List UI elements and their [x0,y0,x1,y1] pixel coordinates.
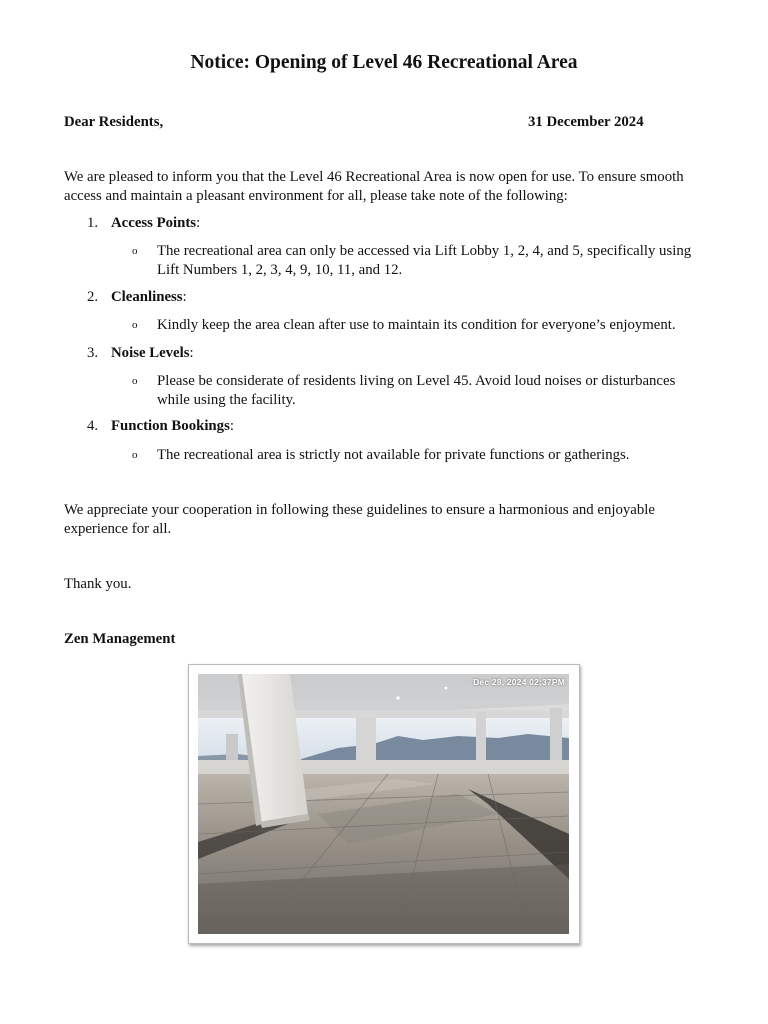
list-item-heading-wrap [111,344,194,363]
signoff: Zen Management [64,631,176,647]
list-item-heading-wrap [111,288,187,307]
list-item-colon: : [189,345,194,361]
list-item-number: 1. [87,215,99,231]
photo-timestamp: Dec 28, 2024 02:37PM [473,677,565,687]
salutation: Dear Residents, [64,114,164,130]
list-item-number: 4. [87,418,99,434]
bullet-marker: o [132,245,138,257]
bullet-text: The recreational area can only be accessed via Lift Lobby 1, 2, 4, and 5, specifically using Lift Numbers 1, 2, 3, 4, 9, 10, 11, and 12. [157,243,692,278]
recreational-area-photo [198,674,569,934]
bullet-text: Please be considerate of residents living on Level 45. Avoid loud noises or disturbances while using the facility. [157,373,676,408]
list-item-colon: : [196,215,201,231]
recreational-area-photo-frame [188,664,580,944]
bullet-text: Kindly keep the area clean after use to maintain its condition for everyone’s enjoyment. [157,317,676,333]
bullet-marker: o [132,449,138,461]
thanks-line: Thank you. [64,576,132,592]
list-item-number: 2. [87,289,99,305]
list-item-heading-wrap [111,214,200,233]
list-item-heading-wrap [111,417,234,436]
list-item-colon: : [229,418,234,434]
closing-paragraph: We appreciate your cooperation in following these guidelines to ensure a harmonious and enjoyable experience for all. [64,502,655,537]
list-item-heading: Function Bookings [111,418,230,434]
photo-illustration [198,674,569,934]
notice-date: 31 December 2024 [528,114,644,130]
intro-paragraph: We are pleased to inform you that the Level 46 Recreational Area is now open for use. To ensure smooth access and maintain a pleasant environment for all, please take note of the following: [64,169,684,204]
list-item-heading: Noise Levels [111,345,190,361]
list-item-heading: Access Points [111,215,197,231]
bullet-text: The recreational area is strictly not available for private functions or gatherings. [157,447,630,463]
list-item-colon: : [182,289,187,305]
list-item-number: 3. [87,345,99,361]
notice-title: Notice: Opening of Level 46 Recreational Area [190,52,578,73]
bullet-marker: o [132,319,138,331]
bullet-marker: o [132,375,138,387]
list-item-heading: Cleanliness [111,289,183,305]
